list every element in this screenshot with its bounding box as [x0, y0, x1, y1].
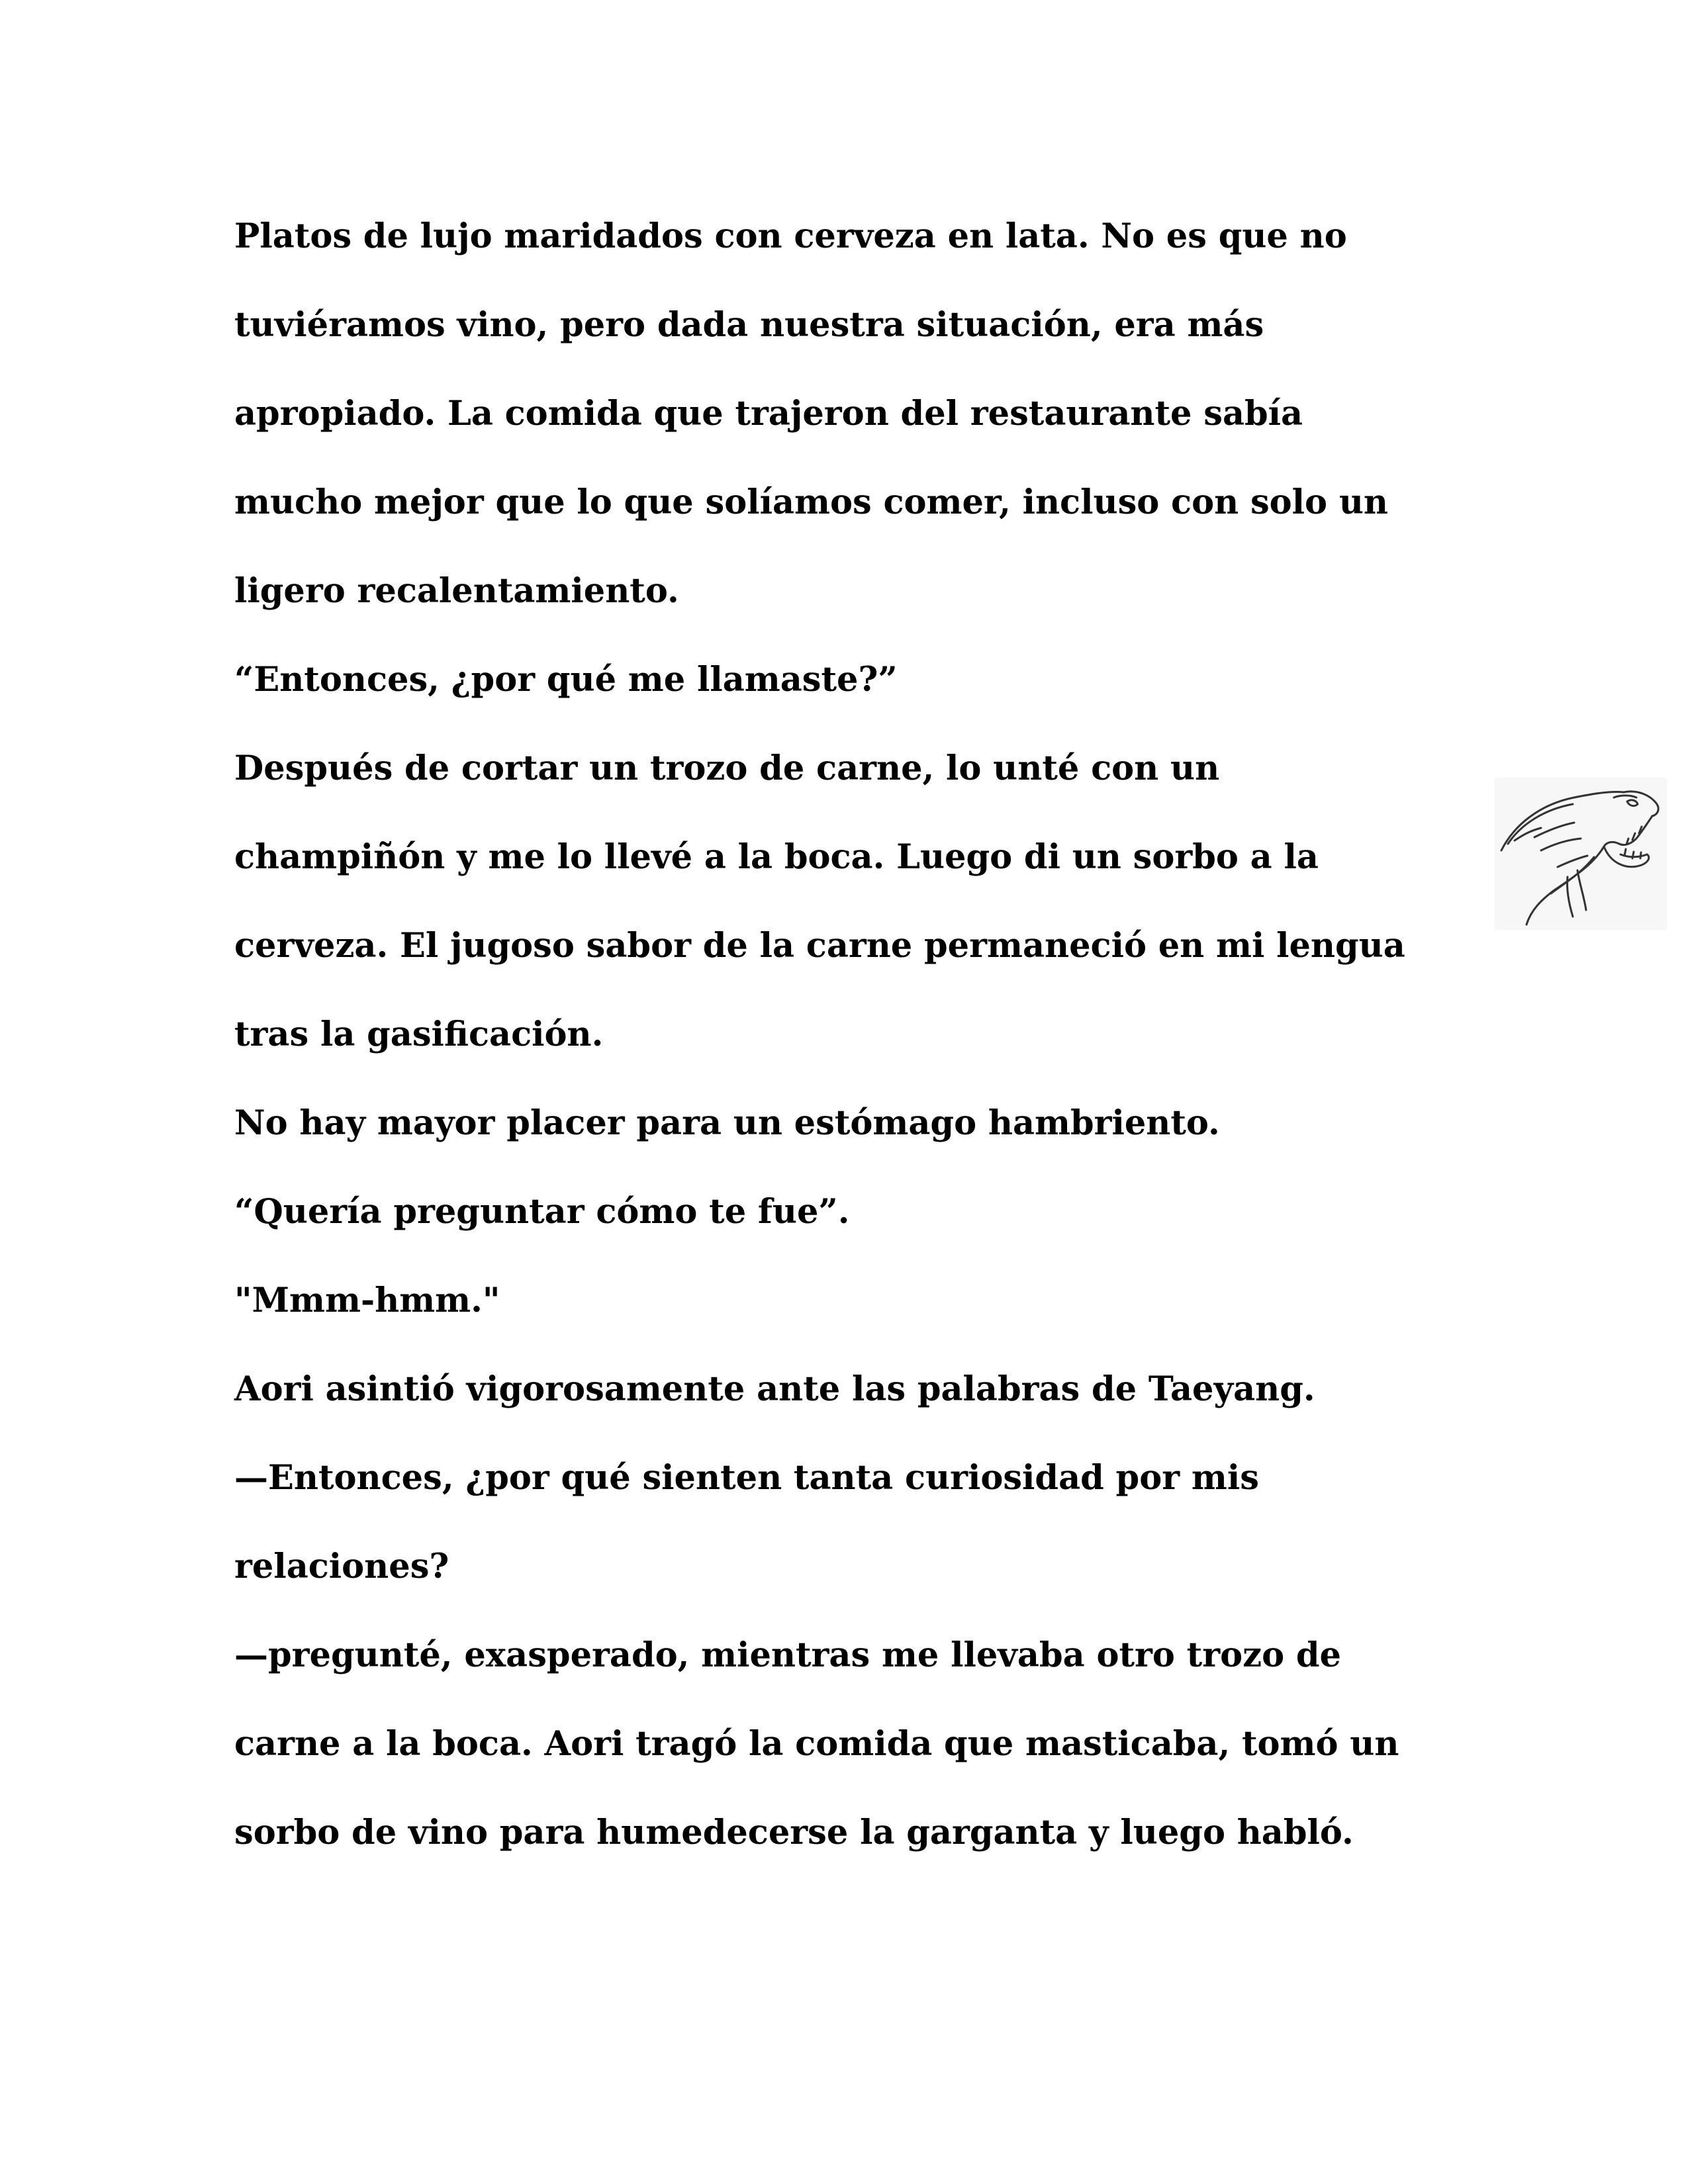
text-line: carne a la boca. Aori tragó la comida que masticaba, tomó un	[234, 1724, 1399, 1764]
text-line: "Mmm-hmm."	[234, 1281, 500, 1320]
text-line: ligero recalentamiento.	[234, 571, 679, 611]
text-line: relaciones?	[234, 1547, 449, 1586]
text-line: mucho mejor que lo que solíamos comer, incluso con solo un	[234, 482, 1388, 522]
text-line: Aori asintió vigorosamente ante las palabras de Taeyang.	[234, 1369, 1315, 1409]
dinosaur-sketch-icon	[1495, 778, 1667, 930]
text-line: —pregunté, exasperado, mientras me llevaba otro trozo de	[234, 1635, 1341, 1675]
text-line: apropiado. La comida que trajeron del restaurante sabía	[234, 394, 1303, 433]
text-line: tuviéramos vino, pero dada nuestra situación, era más	[234, 305, 1264, 345]
text-line: sorbo de vino para humedecerse la garganta y luego habló.	[234, 1813, 1354, 1852]
text-line: “Quería preguntar cómo te fue”.	[234, 1192, 850, 1232]
text-line: Después de cortar un trozo de carne, lo unté con un	[234, 749, 1220, 788]
text-line: No hay mayor placer para un estómago hambriento.	[234, 1103, 1220, 1143]
text-line: Platos de lujo maridados con cerveza en lata. No es que no	[234, 216, 1347, 256]
text-line: tras la gasificación.	[234, 1015, 604, 1054]
text-line: “Entonces, ¿por qué me llamaste?”	[234, 660, 898, 700]
text-line: champiñón y me lo llevé a la boca. Luego di un sorbo a la	[234, 837, 1319, 877]
text-line: cerveza. El jugoso sabor de la carne permaneció en mi lengua	[234, 926, 1405, 966]
body-text	[234, 192, 1492, 1877]
text-line: —Entonces, ¿por qué sienten tanta curiosidad por mis	[234, 1458, 1259, 1498]
